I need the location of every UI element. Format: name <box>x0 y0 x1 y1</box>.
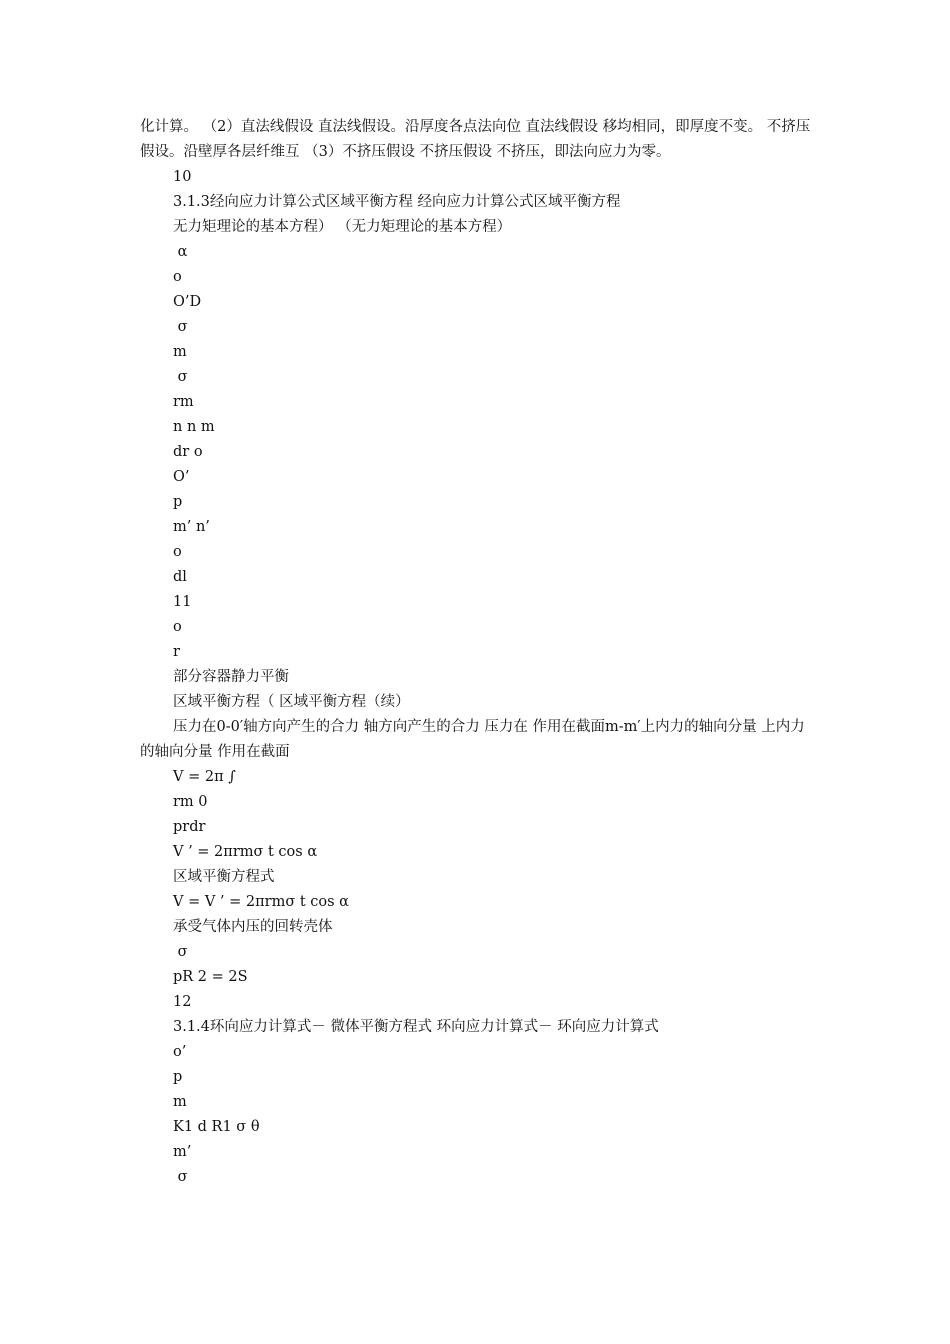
paragraph-assumptions: 化计算。 （2）直法线假设 直法线假设。沿厚度各点法向位 直法线假设 移均相同，即厚度不变。 不挤压假设。沿壁厚各层纤维互 （3）不挤压假设 不挤压假设 不挤压，即法向应力为零。 <box>140 119 811 160</box>
formula-line: V ’ = 2πrmσ t cos α <box>173 844 318 860</box>
diagram-label: σ <box>173 369 188 385</box>
formula-line: prdr <box>173 819 206 835</box>
diagram-label: r <box>173 644 180 660</box>
diagram-label: rm <box>173 394 194 410</box>
diagram-label: m’ <box>173 1144 192 1160</box>
diagram-label: O’ <box>173 469 190 485</box>
page-number: 10 <box>173 169 192 185</box>
diagram-label: m’ n’ <box>173 519 210 535</box>
formula-line: V = 2π ∫ <box>173 769 236 785</box>
diagram-label: α <box>173 244 188 260</box>
diagram-label: m <box>173 1094 187 1110</box>
formula-line: pR 2 = 2S <box>173 969 248 985</box>
diagram-label: p <box>173 1069 183 1085</box>
diagram-label: σ <box>173 1169 188 1185</box>
text-line: 区域平衡方程式 <box>173 869 275 885</box>
diagram-label: K1 d R1 σ θ <box>173 1119 260 1135</box>
diagram-label: n n m <box>173 419 215 435</box>
document-page <box>140 115 812 1190</box>
diagram-label: O’D <box>173 294 202 310</box>
diagram-label: dl <box>173 569 187 585</box>
formula-line: V = V ’ = 2πrmσ t cos α <box>173 894 349 910</box>
page-number: 11 <box>173 594 192 610</box>
diagram-label: o <box>173 544 182 560</box>
section-heading-3-1-4: 3.1.4环向应力计算式－ 微体平衡方程式 环向应力计算式－ 环向应力计算式 <box>173 1019 659 1035</box>
text-line: 部分容器静力平衡 <box>173 669 289 685</box>
text-line: 承受气体内压的回转壳体 <box>173 919 333 935</box>
diagram-label: m <box>173 344 187 360</box>
text-line: 区域平衡方程（ 区域平衡方程（续） <box>173 694 410 710</box>
section-heading-3-1-3: 3.1.3经向应力计算公式区域平衡方程 经向应力计算公式区域平衡方程 <box>173 194 621 210</box>
diagram-label: o’ <box>173 1044 187 1060</box>
paragraph-pressure: 压力在0-0′轴方向产生的合力 轴方向产生的合力 压力在 作用在截面m-m′上内力的轴向分量 上内力的轴向分量 作用在截面 <box>140 719 805 760</box>
diagram-label: p <box>173 494 183 510</box>
formula-line: rm 0 <box>173 794 208 810</box>
diagram-label: o <box>173 269 182 285</box>
diagram-label: dr o <box>173 444 203 460</box>
diagram-label: σ <box>173 319 188 335</box>
text-line: 无力矩理论的基本方程） （无力矩理论的基本方程） <box>173 219 512 235</box>
page-number: 12 <box>173 994 192 1010</box>
formula-line: σ <box>173 944 188 960</box>
diagram-label: o <box>173 619 182 635</box>
